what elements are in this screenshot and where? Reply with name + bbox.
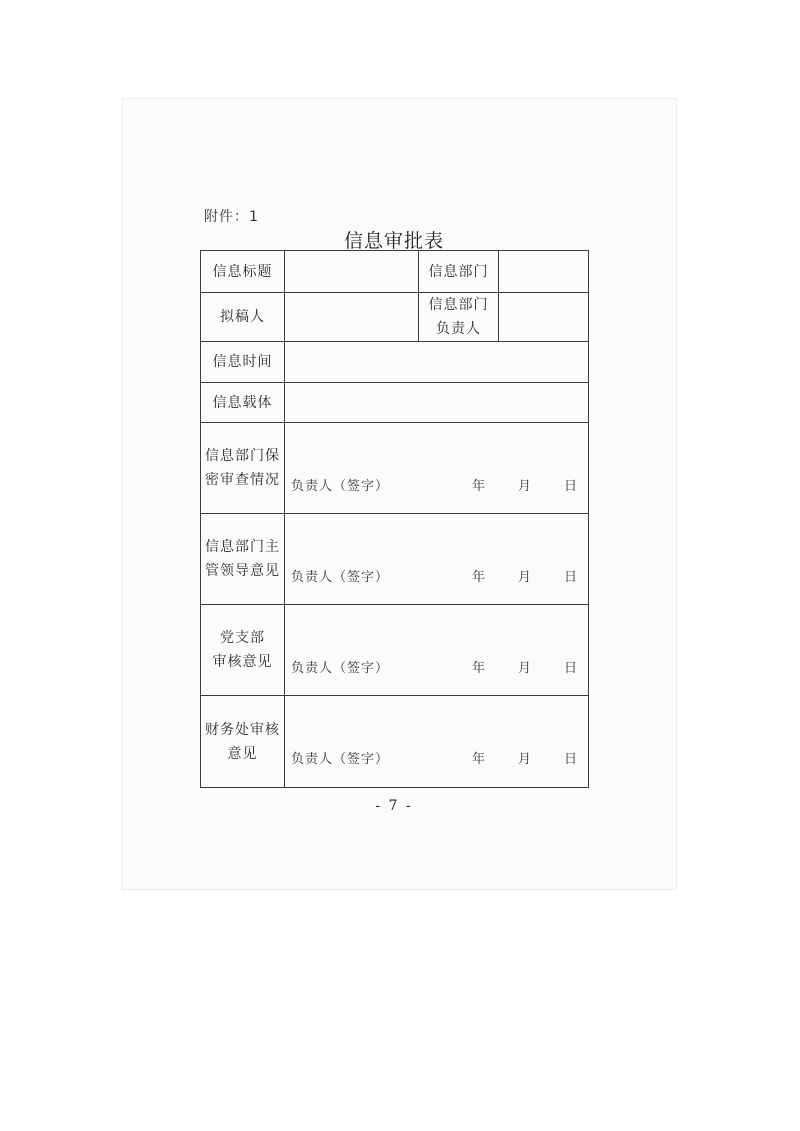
month-label: 月 (517, 478, 532, 494)
info-time-field[interactable] (285, 342, 589, 383)
day-label: 日 (563, 752, 578, 767)
party-branch-label-line1: 党支部 (220, 630, 265, 646)
page-number: - 7 - (375, 798, 413, 814)
party-branch-label (201, 605, 285, 696)
info-title-field[interactable] (285, 251, 419, 293)
month-label: 月 (517, 569, 532, 585)
department-leader-label-line1: 信息部门主 (205, 539, 280, 555)
year-label: 年 (471, 752, 486, 767)
finance-review-field[interactable] (285, 696, 589, 788)
info-title-label: 信息标题 (201, 251, 285, 293)
day-label: 日 (563, 478, 578, 494)
confidentiality-review-label-line2: 密审查情况 (205, 472, 280, 488)
signer-label: 负责人（签字） (291, 660, 390, 676)
drafter-label: 拟稿人 (201, 293, 285, 342)
info-department-label: 信息部门 (419, 251, 499, 293)
department-leader-field[interactable] (285, 514, 589, 605)
finance-review-label (201, 696, 285, 788)
month-label: 月 (517, 660, 532, 676)
day-label: 日 (563, 660, 578, 676)
department-head-field[interactable] (499, 293, 589, 342)
finance-sign-line (285, 748, 588, 767)
info-time-label: 信息时间 (201, 342, 285, 383)
department-leader-sign-line (285, 566, 588, 585)
year-label: 年 (471, 660, 486, 676)
form-row-carrier (201, 383, 589, 423)
drafter-field[interactable] (285, 293, 419, 342)
department-head-label (419, 293, 499, 342)
finance-review-label-line1: 财务处审核 (205, 721, 280, 738)
approval-row-finance (201, 696, 589, 788)
month-label: 月 (517, 752, 532, 767)
confidentiality-review-field[interactable] (285, 423, 589, 514)
year-label: 年 (471, 569, 486, 585)
signer-label: 负责人（签字） (291, 752, 390, 767)
form-title: 信息审批表 (343, 230, 444, 252)
confidentiality-sign-line (285, 475, 588, 494)
form-row-time (201, 342, 589, 383)
department-leader-label-line2: 管领导意见 (205, 563, 280, 579)
department-leader-label (201, 514, 285, 605)
confidentiality-review-label-line1: 信息部门保 (205, 448, 280, 464)
approval-row-department-leader (201, 514, 589, 605)
party-branch-sign-line (285, 657, 588, 676)
signer-label: 负责人（签字） (291, 569, 390, 585)
finance-review-label-line2: 意见 (227, 745, 258, 762)
department-head-label-line1: 信息部门 (428, 297, 489, 313)
approval-row-party-branch (201, 605, 589, 696)
department-head-label-line2: 负责人 (436, 321, 481, 337)
form-row-title (201, 251, 589, 293)
signer-label: 负责人（签字） (291, 478, 390, 494)
year-label: 年 (471, 478, 486, 494)
form-row-drafter (201, 293, 589, 342)
info-department-field[interactable] (499, 251, 589, 293)
party-branch-label-line2: 审核意见 (212, 654, 273, 670)
confidentiality-review-label (201, 423, 285, 514)
approval-row-confidentiality (201, 423, 589, 514)
info-carrier-label: 信息载体 (201, 383, 285, 423)
info-carrier-field[interactable] (285, 383, 589, 423)
day-label: 日 (563, 569, 578, 585)
attachment-label: 附件：1 (204, 209, 259, 225)
party-branch-field[interactable] (285, 605, 589, 696)
approval-form-table (200, 250, 589, 788)
